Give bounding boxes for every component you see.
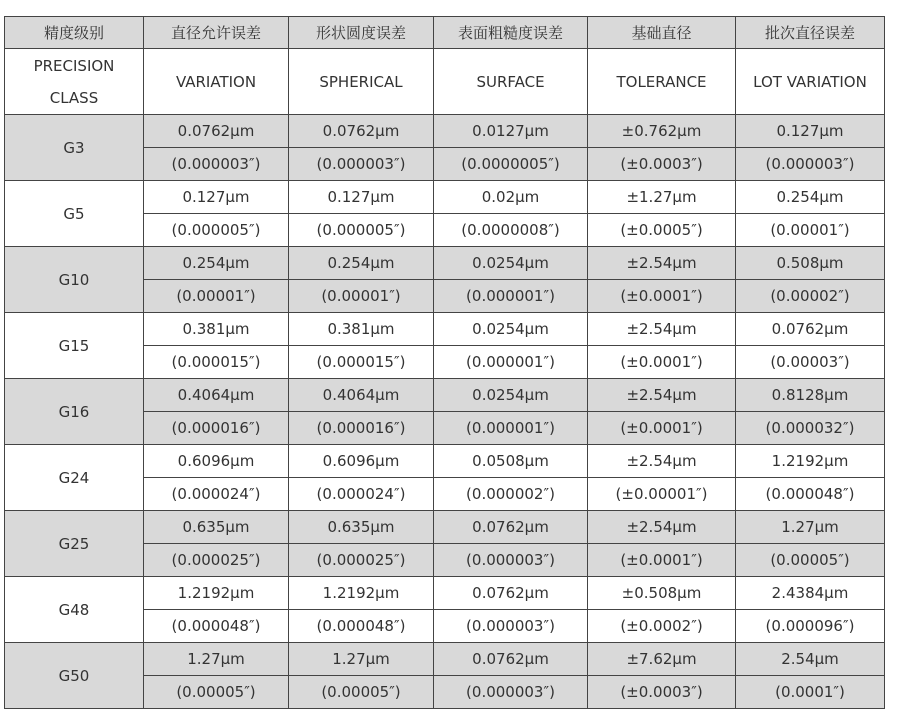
metric-lot-variation-cell: 1.27μm [736,511,885,544]
metric-lot-variation-cell: 0.254μm [736,181,885,214]
imperial-surface-cell: (0.000003″) [434,610,588,643]
imperial-spherical-cell: (0.000016″) [289,412,434,445]
imperial-tolerance-cell: (±0.0001″) [588,544,736,577]
imperial-spherical-cell: (0.00001″) [289,280,434,313]
metric-variation-cell: 0.0762μm [144,115,289,148]
metric-spherical-cell: 0.127μm [289,181,434,214]
grade-cell: G15 [5,313,144,379]
metric-spherical-cell: 0.635μm [289,511,434,544]
header-en-variation: VARIATION [144,49,289,115]
imperial-variation-cell: (0.000048″) [144,610,289,643]
grade-cell: G25 [5,511,144,577]
imperial-tolerance-cell: (±0.0002″) [588,610,736,643]
grade-cell: G16 [5,379,144,445]
metric-tolerance-cell: ±2.54μm [588,379,736,412]
header-cn-variation: 直径允许误差 [144,17,289,49]
header-en-surface: SURFACE [434,49,588,115]
metric-lot-variation-cell: 0.127μm [736,115,885,148]
imperial-variation-cell: (0.000016″) [144,412,289,445]
imperial-variation-cell: (0.000005″) [144,214,289,247]
header-en-tolerance: TOLERANCE [588,49,736,115]
imperial-spherical-cell: (0.00005″) [289,676,434,709]
imperial-lot-variation-cell: (0.000003″) [736,148,885,181]
imperial-lot-variation-cell: (0.000096″) [736,610,885,643]
metric-lot-variation-cell: 2.4384μm [736,577,885,610]
table-row [5,247,885,280]
metric-surface-cell: 0.0254μm [434,379,588,412]
imperial-variation-cell: (0.000025″) [144,544,289,577]
metric-tolerance-cell: ±2.54μm [588,247,736,280]
table-row [5,511,885,544]
metric-lot-variation-cell: 0.508μm [736,247,885,280]
precision-class-table [4,16,885,709]
metric-tolerance-cell: ±2.54μm [588,511,736,544]
header-cn-lot-variation: 批次直径误差 [736,17,885,49]
header-cn-tolerance: 基础直径 [588,17,736,49]
imperial-variation-cell: (0.000015″) [144,346,289,379]
imperial-tolerance-cell: (±0.00001″) [588,478,736,511]
grade-cell: G5 [5,181,144,247]
grade-cell: G24 [5,445,144,511]
metric-lot-variation-cell: 0.8128μm [736,379,885,412]
metric-surface-cell: 0.0254μm [434,247,588,280]
header-cn-precision-class: 精度级别 [5,17,144,49]
metric-variation-cell: 1.2192μm [144,577,289,610]
metric-tolerance-cell: ±2.54μm [588,313,736,346]
header-row-chinese [5,17,885,49]
imperial-surface-cell: (0.0000008″) [434,214,588,247]
header-en-precision-class: PRECISION CLASS [5,49,144,115]
imperial-spherical-cell: (0.000015″) [289,346,434,379]
table-row [5,643,885,676]
metric-lot-variation-cell: 0.0762μm [736,313,885,346]
imperial-spherical-cell: (0.000025″) [289,544,434,577]
metric-surface-cell: 0.0254μm [434,313,588,346]
metric-spherical-cell: 1.2192μm [289,577,434,610]
imperial-tolerance-cell: (±0.0001″) [588,280,736,313]
metric-spherical-cell: 0.4064μm [289,379,434,412]
metric-tolerance-cell: ±0.762μm [588,115,736,148]
grade-cell: G10 [5,247,144,313]
imperial-lot-variation-cell: (0.00002″) [736,280,885,313]
metric-variation-cell: 0.6096μm [144,445,289,478]
header-en-lot-variation: LOT VARIATION [736,49,885,115]
imperial-surface-cell: (0.000001″) [434,280,588,313]
imperial-lot-variation-cell: (0.000032″) [736,412,885,445]
metric-tolerance-cell: ±1.27μm [588,181,736,214]
imperial-variation-cell: (0.000003″) [144,148,289,181]
imperial-surface-cell: (0.000001″) [434,412,588,445]
metric-spherical-cell: 0.381μm [289,313,434,346]
header-row-english [5,49,885,115]
table-row [5,577,885,610]
imperial-spherical-cell: (0.000048″) [289,610,434,643]
header-cn-surface: 表面粗糙度误差 [434,17,588,49]
grade-cell: G48 [5,577,144,643]
imperial-variation-cell: (0.00005″) [144,676,289,709]
imperial-tolerance-cell: (±0.0003″) [588,148,736,181]
imperial-variation-cell: (0.00001″) [144,280,289,313]
metric-lot-variation-cell: 2.54μm [736,643,885,676]
imperial-surface-cell: (0.000002″) [434,478,588,511]
imperial-lot-variation-cell: (0.00003″) [736,346,885,379]
table-row [5,313,885,346]
grade-cell: G3 [5,115,144,181]
metric-surface-cell: 0.0762μm [434,511,588,544]
metric-surface-cell: 0.0127μm [434,115,588,148]
table-row [5,379,885,412]
imperial-spherical-cell: (0.000003″) [289,148,434,181]
grade-cell: G50 [5,643,144,709]
table-row [5,115,885,148]
metric-tolerance-cell: ±0.508μm [588,577,736,610]
table-container [4,16,885,709]
metric-surface-cell: 0.02μm [434,181,588,214]
metric-lot-variation-cell: 1.2192μm [736,445,885,478]
metric-tolerance-cell: ±2.54μm [588,445,736,478]
imperial-surface-cell: (0.000003″) [434,544,588,577]
imperial-tolerance-cell: (±0.0003″) [588,676,736,709]
imperial-lot-variation-cell: (0.0001″) [736,676,885,709]
imperial-surface-cell: (0.000003″) [434,676,588,709]
imperial-lot-variation-cell: (0.00005″) [736,544,885,577]
metric-variation-cell: 1.27μm [144,643,289,676]
table-row [5,181,885,214]
metric-variation-cell: 0.4064μm [144,379,289,412]
imperial-surface-cell: (0.000001″) [434,346,588,379]
metric-spherical-cell: 0.6096μm [289,445,434,478]
imperial-surface-cell: (0.0000005″) [434,148,588,181]
metric-variation-cell: 0.381μm [144,313,289,346]
imperial-variation-cell: (0.000024″) [144,478,289,511]
metric-spherical-cell: 0.254μm [289,247,434,280]
imperial-lot-variation-cell: (0.00001″) [736,214,885,247]
metric-surface-cell: 0.0762μm [434,577,588,610]
metric-variation-cell: 0.254μm [144,247,289,280]
metric-spherical-cell: 1.27μm [289,643,434,676]
imperial-lot-variation-cell: (0.000048″) [736,478,885,511]
imperial-tolerance-cell: (±0.0001″) [588,412,736,445]
metric-surface-cell: 0.0508μm [434,445,588,478]
table-body [5,17,885,709]
imperial-spherical-cell: (0.000005″) [289,214,434,247]
metric-spherical-cell: 0.0762μm [289,115,434,148]
metric-tolerance-cell: ±7.62μm [588,643,736,676]
header-en-spherical: SPHERICAL [289,49,434,115]
metric-variation-cell: 0.127μm [144,181,289,214]
imperial-tolerance-cell: (±0.0005″) [588,214,736,247]
metric-variation-cell: 0.635μm [144,511,289,544]
imperial-tolerance-cell: (±0.0001″) [588,346,736,379]
header-cn-spherical: 形状圆度误差 [289,17,434,49]
imperial-spherical-cell: (0.000024″) [289,478,434,511]
metric-surface-cell: 0.0762μm [434,643,588,676]
table-row [5,445,885,478]
